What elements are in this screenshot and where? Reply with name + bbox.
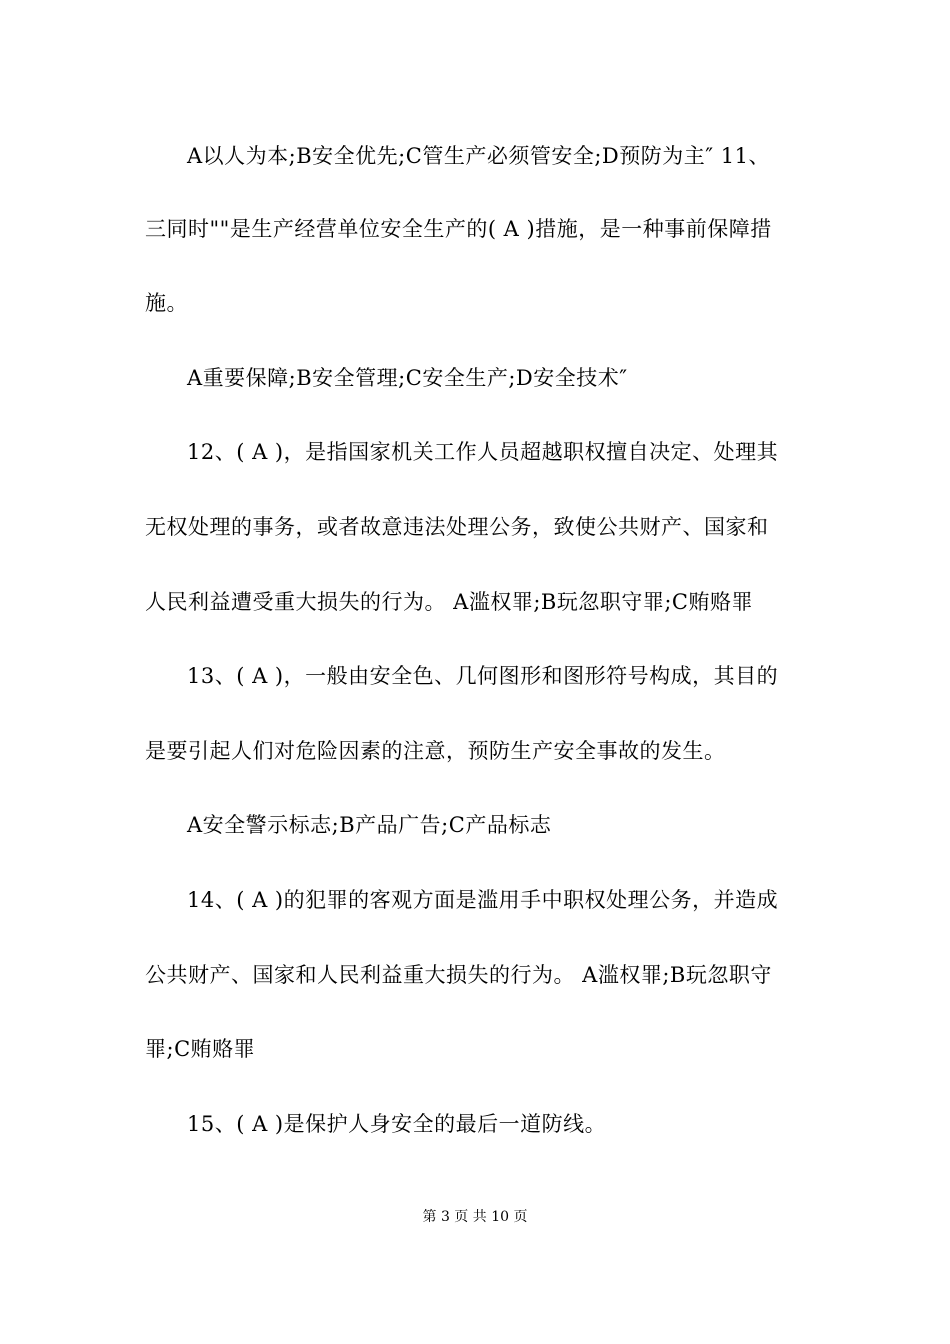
text-line: A以人为本;B安全优先;C管生产必须管安全;D预防为主″ 11、: [187, 144, 770, 168]
text-line: A重要保障;B安全管理;C安全生产;D安全技术″: [187, 366, 628, 390]
text-line: 施。: [145, 291, 188, 315]
question-14-line: 14、( A )的犯罪的客观方面是滥用手中职权处理公务，并造成: [187, 888, 779, 912]
text-line: 三同时""是生产经营单位安全生产的( A )措施，是一种事前保障措: [145, 217, 772, 241]
text-line: 罪;C贿赂罪: [145, 1037, 256, 1061]
question-15-line: 15、( A )是保护人身安全的最后一道防线。: [187, 1112, 607, 1136]
text-line: 人民利益遭受重大损失的行为。 A滥权罪;B玩忽职守罪;C贿赂罪: [145, 590, 753, 614]
question-13-line: 13、( A )，一般由安全色、几何图形和图形符号构成，其目的: [187, 664, 779, 688]
text-line: A安全警示标志;B产品广告;C产品标志: [187, 813, 552, 837]
text-line: 无权处理的事务，或者故意违法处理公务，致使公共财产、国家和: [145, 515, 769, 539]
page-number-footer: 第 3 页 共 10 页: [422, 1209, 528, 1225]
question-12-line: 12、( A )，是指国家机关工作人员超越职权擅自决定、处理其: [187, 440, 779, 464]
text-line: 是要引起人们对危险因素的注意，预防生产安全事故的发生。: [145, 739, 726, 763]
text-line: 公共财产、国家和人民利益重大损失的行为。 A滥权罪;B玩忽职守: [145, 963, 772, 987]
